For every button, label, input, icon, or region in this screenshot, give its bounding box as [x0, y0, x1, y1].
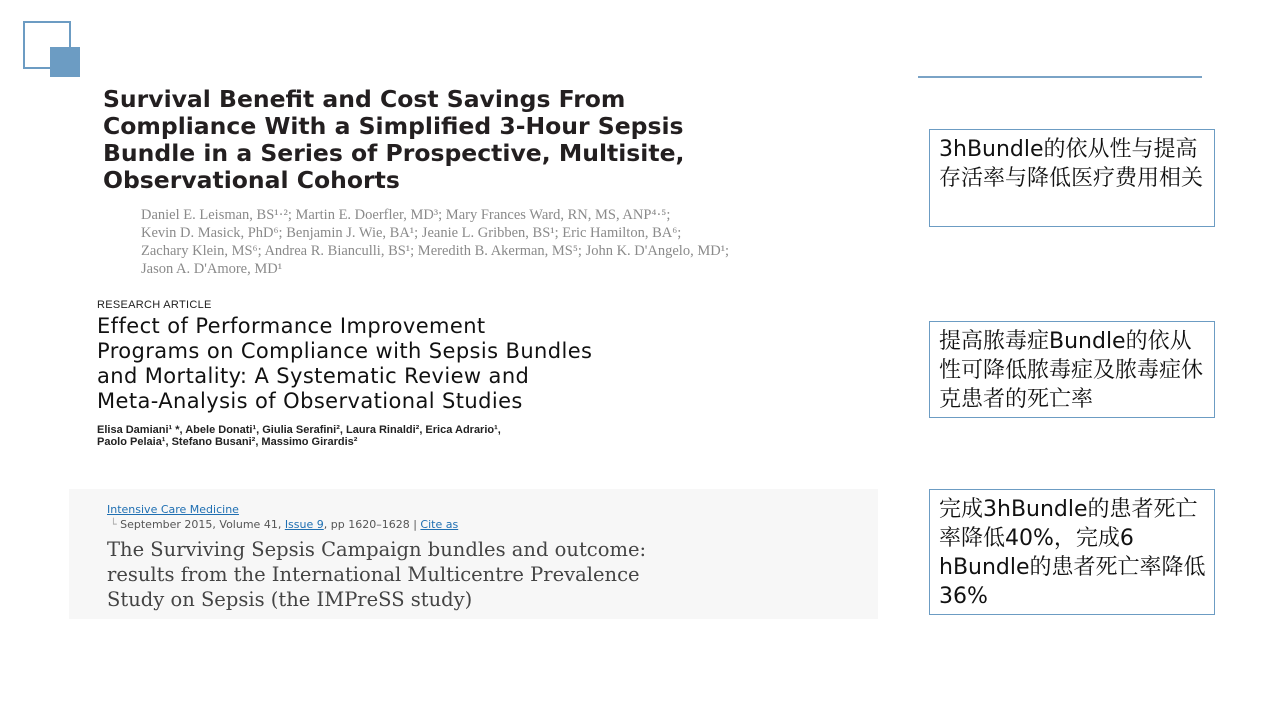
journal-link[interactable]: Intensive Care Medicine — [107, 503, 239, 516]
note-box-mortality-reduction: 完成3hBundle的患者死亡率降低40%，完成6 hBundle的患者死亡率降低36% — [929, 489, 1215, 615]
paper2-title-line: and Mortality: A Systematic Review and — [97, 364, 530, 388]
paper2-title-line: Effect of Performance Improvement — [97, 314, 486, 338]
paper1-title-line: Survival Benefit and Cost Savings From — [103, 85, 626, 113]
paper1-title-line: Observational Cohorts — [103, 166, 400, 194]
paper3-meta-prefix: September 2015, Volume 41, — [120, 518, 285, 531]
paper2-author-line: Elisa Damiani¹ *, Abele Donati¹, Giulia Serafini², Laura Rinaldi², Erica Adrario¹, — [97, 424, 501, 436]
paper2-title — [97, 314, 857, 414]
paper1-author-line: Zachary Klein, MS⁶; Andrea R. Bianculli, BS¹; Meredith B. Akerman, MS⁵; John K. D'Angelo, MD¹; — [141, 243, 730, 259]
issue-link[interactable]: Issue 9 — [284, 518, 324, 531]
paper1-title-line: Bundle in a Series of Prospective, Multisite, — [103, 139, 685, 167]
tree-branch-icon: └ — [110, 518, 121, 531]
paper2-authors — [97, 424, 857, 448]
corner-filled-square — [50, 47, 80, 77]
header-divider-line — [918, 76, 1202, 78]
paper3-title-line: The Surviving Sepsis Campaign bundles and outcome: — [107, 538, 647, 561]
paper2-article-type: RESEARCH ARTICLE — [97, 299, 212, 311]
paper3-title — [107, 537, 867, 612]
paper2-title-line: Meta-Analysis of Observational Studies — [97, 389, 523, 413]
paper3-title-line: Study on Sepsis (the IMPreSS study) — [107, 588, 473, 611]
paper1-title — [103, 86, 903, 194]
paper2-title-line: Programs on Compliance with Sepsis Bundles — [97, 339, 593, 363]
paper1-authors — [141, 206, 921, 278]
paper1-author-line: Jason A. D'Amore, MD¹ — [141, 261, 283, 277]
note-box-3h-bundle-cost: 3hBundle的依从性与提高存活率与降低医疗费用相关 — [929, 129, 1215, 227]
paper3-meta-pages: , pp 1620–1628 | — [323, 518, 421, 531]
cite-as-link[interactable]: Cite as — [420, 518, 459, 531]
paper1-author-line: Daniel E. Leisman, BS¹·²; Martin E. Doerfler, MD³; Mary Frances Ward, RN, MS, ANP⁴·⁵; — [141, 207, 671, 223]
paper3-citation-meta — [110, 518, 458, 531]
paper1-author-line: Kevin D. Masick, PhD⁶; Benjamin J. Wie, BA¹; Jeanie L. Gribben, BS¹; Eric Hamilton, BA⁶; — [141, 225, 682, 241]
paper1-title-line: Compliance With a Simplified 3-Hour Sepsis — [103, 112, 684, 140]
paper2-author-line: Paolo Pelaia¹, Stefano Busani², Massimo Girardis² — [97, 436, 358, 448]
paper3-title-line: results from the International Multicentre Prevalence — [107, 563, 640, 586]
note-box-bundle-mortality: 提高脓毒症Bundle的依从性可降低脓毒症及脓毒症休克患者的死亡率 — [929, 321, 1215, 418]
